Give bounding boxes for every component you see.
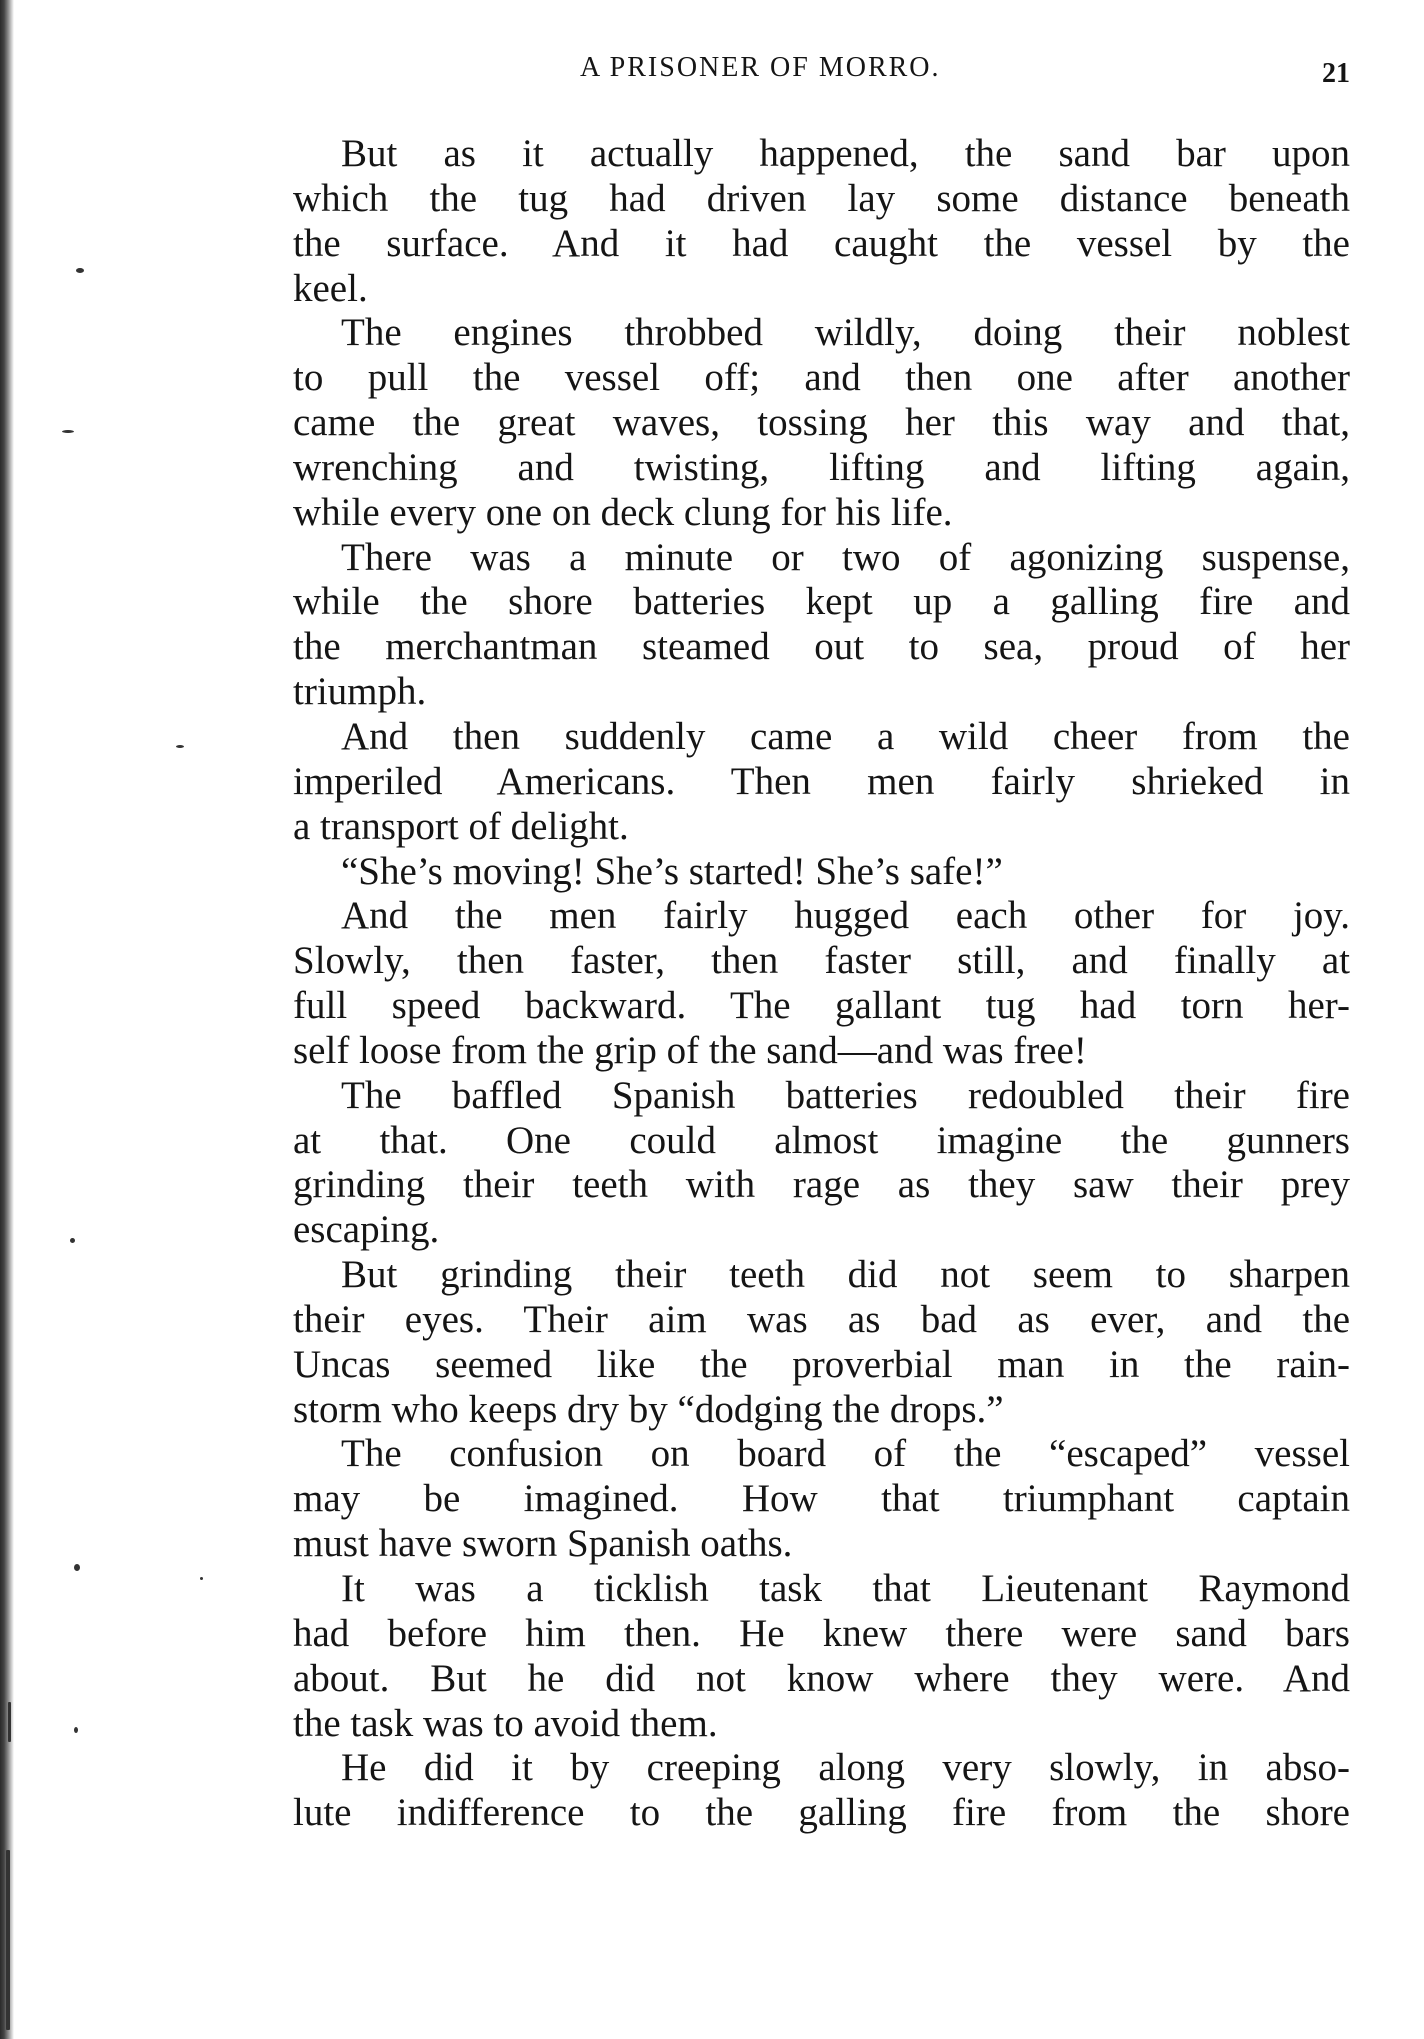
text-line: may be imagined. How that triumphant captain xyxy=(293,1477,1350,1521)
text-line: But as it actually happened, the sand bar upon xyxy=(341,132,1350,175)
text-line: The baffled Spanish batteries redoubled their fire xyxy=(341,1073,1350,1117)
running-head: A PRISONER OF MORRO. xyxy=(580,52,941,83)
text-line: self loose from the grip of the sand—and was free! xyxy=(293,1028,1087,1072)
text-line: must have sworn Spanish oaths. xyxy=(293,1522,793,1566)
text-line: keel. xyxy=(293,266,368,310)
text-line: escaping. xyxy=(293,1208,440,1252)
text-line: There was a minute or two of agonizing suspense, xyxy=(341,535,1350,579)
text-line: while the shore batteries kept up a galling fire and xyxy=(293,580,1350,624)
text-line: came the great waves, tossing her this way and that, xyxy=(293,401,1350,445)
text-line: And then suddenly came a wild cheer from the xyxy=(341,714,1350,758)
text-line: a transport of delight. xyxy=(293,804,629,848)
text-line: had before him then. He knew there were sand bars xyxy=(293,1611,1350,1655)
text-line: But grinding their teeth did not seem to sharpen xyxy=(341,1253,1350,1297)
text-line: full speed backward. The gallant tug had torn her- xyxy=(293,984,1350,1028)
speck xyxy=(8,1702,11,1742)
speck xyxy=(76,268,84,273)
speck xyxy=(70,1238,75,1243)
speck xyxy=(62,430,74,433)
text-line: And the men fairly hugged each other for joy. xyxy=(341,894,1350,938)
text-line: to pull the vessel off; and then one after another xyxy=(293,356,1350,400)
text-line: the surface. And it had caught the vessel by the xyxy=(293,221,1350,265)
speck xyxy=(74,1727,78,1733)
text-line: their eyes. Their aim was as bad as ever, and the xyxy=(293,1297,1350,1341)
speck xyxy=(6,1850,10,2030)
text-line: “She’s moving! She’s started! She’s safe!” xyxy=(341,849,1003,893)
page-number: 21 xyxy=(1322,58,1350,89)
text-line: about. But he did not know where they were. And xyxy=(293,1656,1350,1700)
text-line: Uncas seemed like the proverbial man in the rain- xyxy=(293,1342,1350,1386)
text-line: while every one on deck clung for his life. xyxy=(293,490,953,534)
text-line: The confusion on board of the “escaped” vessel xyxy=(341,1432,1350,1476)
binding-edge xyxy=(0,0,14,2039)
page-header xyxy=(290,52,1350,96)
text-line: the task was to avoid them. xyxy=(293,1701,718,1745)
speck xyxy=(74,1564,80,1571)
body-text xyxy=(293,132,1350,1836)
speck xyxy=(176,745,184,748)
speck xyxy=(200,1577,203,1580)
text-line: the merchantman steamed out to sea, proud of her xyxy=(293,625,1350,669)
text-line: triumph. xyxy=(293,670,427,714)
text-line: Slowly, then faster, then faster still, and finally at xyxy=(293,939,1350,983)
text-line: He did it by creeping along very slowly, in abso- xyxy=(341,1746,1350,1790)
text-line: storm who keeps dry by “dodging the drops.” xyxy=(293,1387,1004,1431)
text-line: grinding their teeth with rage as they saw their prey xyxy=(293,1163,1350,1207)
text-line: at that. One could almost imagine the gunners xyxy=(293,1118,1350,1162)
text-line: It was a ticklish task that Lieutenant Raymond xyxy=(341,1567,1350,1610)
text-line: lute indifference to the galling fire from the shore xyxy=(293,1791,1350,1835)
text-line: The engines throbbed wildly, doing their noblest xyxy=(341,311,1350,355)
text-line: which the tug had driven lay some distance beneath xyxy=(293,176,1350,220)
text-line: imperiled Americans. Then men fairly shrieked in xyxy=(293,759,1350,803)
text-line: wrenching and twisting, lifting and lifting again, xyxy=(293,445,1350,489)
